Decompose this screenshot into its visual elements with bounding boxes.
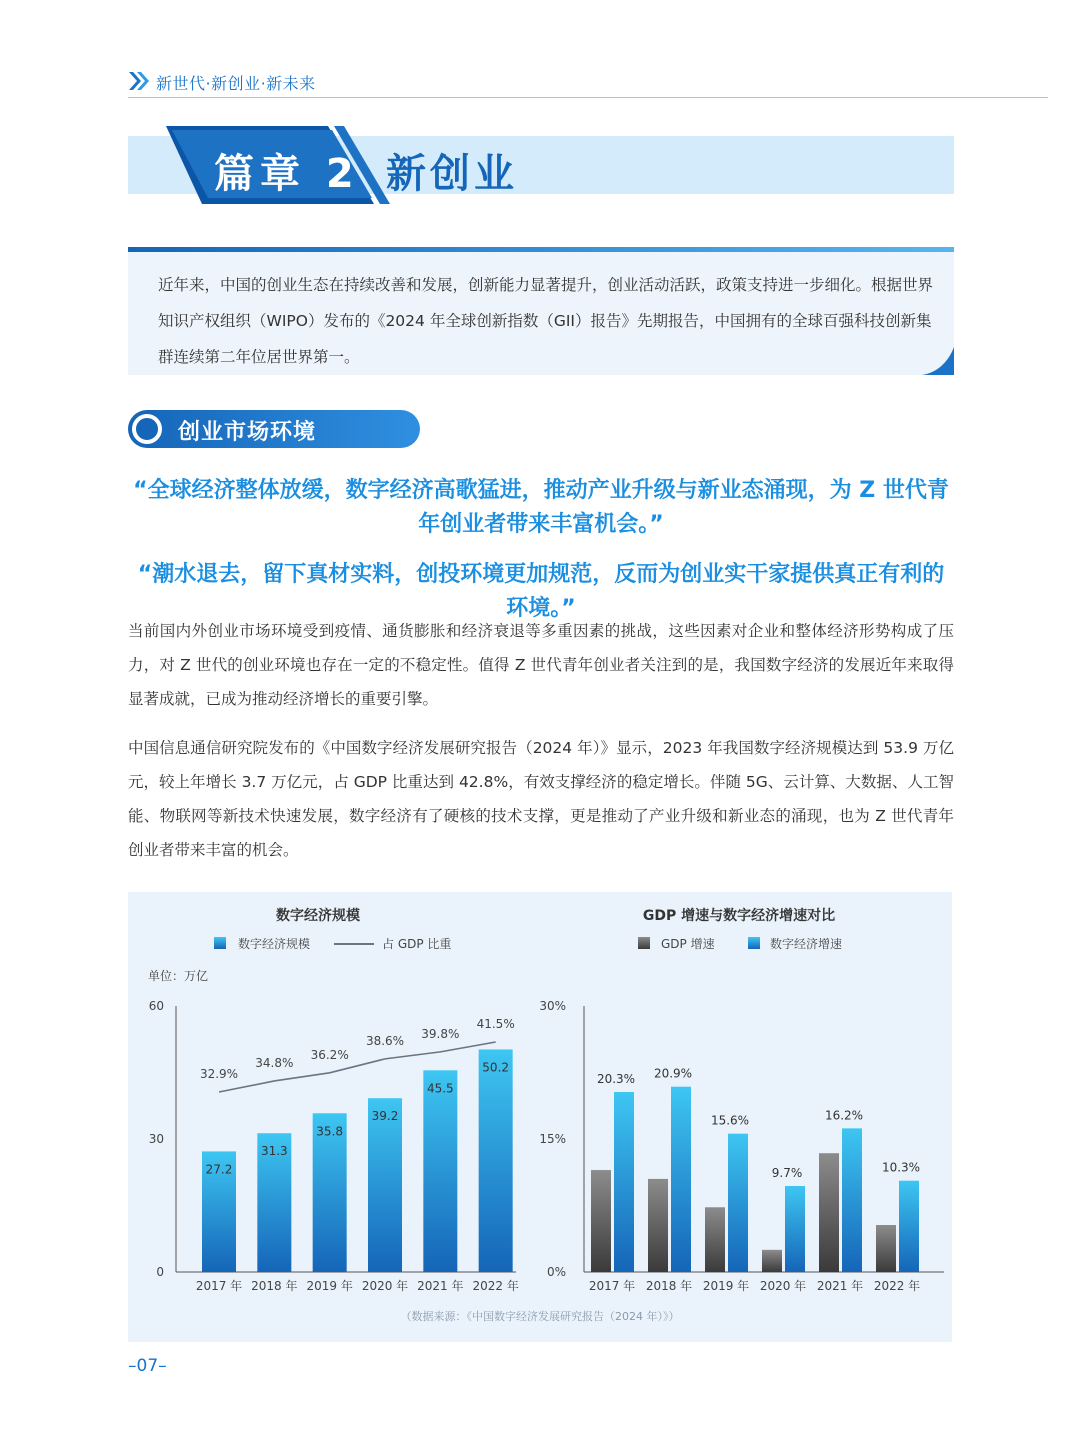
chart1-ytick: 60 — [148, 999, 164, 1013]
chart2-bar-label: 10.3% — [881, 1160, 921, 1175]
chart1-line-label: 38.6% — [365, 1033, 405, 1048]
paragraph-1: 当前国内外创业市场环境受到疫情、通货膨胀和经济衰退等多重因素的挑战，这些因素对企业和整体经济形势构成了压力，对 Z 世代的创业环境也存在一定的不稳定性。值得 Z 世代青年创业者关注到的是，我国数字经济的发展近年来取得显著成就，已成为推动经济增长的重要引擎。 — [128, 622, 954, 708]
chart2-bar-digital — [785, 1186, 805, 1272]
chart1-ytick: 30 — [148, 1132, 164, 1146]
chart1-line-label: 34.8% — [255, 1055, 294, 1070]
chart1-line-label: 41.5% — [476, 1017, 515, 1031]
chart1-bar-label: 39.2 — [371, 1109, 399, 1124]
chart1-bar-label: 35.8 — [316, 1124, 344, 1139]
chart1-bar — [368, 1098, 402, 1272]
chart2-bar-digital — [842, 1128, 862, 1272]
chart2-bar-gdp — [591, 1170, 611, 1272]
chart2-xtick: 2022 年 — [873, 1279, 921, 1293]
paragraph-2: 中国信息通信研究院发布的《中国数字经济发展研究报告（2024 年）》显示，2023 年我国数字经济规模达到 53.9 万亿元，较上年增长 3.7 万亿元，占 GDP 比重达到 42.8%，有效支撑经济的稳定增长。伴随 5G、云计算、大数据、人工智能、物联网等新技术快速发展，数字经济有了硬核的技术支撑，更是推动了产业升级和新业态的涌现，也为 Z 世代青年创业者带来丰富的机会。 — [128, 739, 954, 859]
chart2-bar-label: 16.2% — [824, 1108, 864, 1123]
source-note: （数据来源：《中国数字经济发展研究报告（2024 年）》） — [400, 1310, 680, 1323]
chart1-line-label: 32.9% — [199, 1067, 239, 1081]
chart2-xtick: 2019 年 — [702, 1279, 750, 1293]
chart1-unit-label: 单位：万亿 — [148, 969, 209, 983]
chart2-bar-gdp — [819, 1153, 839, 1272]
chart2-legend-swatch-gdp — [638, 937, 650, 949]
chart2-ytick: 15% — [539, 1132, 566, 1146]
chart1-line-label: 36.2% — [310, 1047, 349, 1062]
section-title: 创业市场环境 — [178, 420, 317, 445]
header-divider — [128, 97, 1048, 98]
chapter-label: 篇章 2 — [214, 151, 360, 197]
chart2-bar-digital — [899, 1181, 919, 1272]
section-ring-icon — [132, 414, 162, 444]
chart2-legend-digital: 数字经济增速 — [770, 937, 843, 951]
running-header — [128, 68, 1048, 96]
chart2-ytick: 0% — [546, 1265, 566, 1279]
intro-text: 近年来，中国的创业生态在持续改善和发展，创新能力显著提升，创业活动活跃，政策支持进一步细化。根据世界知识产权组织（WIPO）发布的《2024 年全球创新指数（GII）报告》先期报告，中国拥有的全球百强科技创新集群连续第二年位居世界第一。 — [158, 276, 934, 366]
chart2-bar-label: 20.9% — [653, 1066, 693, 1081]
chart2-bar-label: 15.6% — [710, 1113, 750, 1128]
chart1-legend-swatch-bars — [214, 937, 226, 949]
chart2-title: GDP 增速与数字经济增速对比 — [642, 908, 836, 924]
chart2-bar-gdp — [762, 1250, 782, 1272]
chart1-bar-label: 45.5 — [426, 1081, 454, 1096]
charts-svg — [128, 892, 952, 1342]
chart1-line-label: 39.8% — [421, 1026, 460, 1041]
chart2-xtick: 2021 年 — [816, 1279, 864, 1293]
chart2-bar-label: 20.3% — [596, 1072, 636, 1087]
chart1-bar — [479, 1049, 513, 1272]
chart-panel — [128, 892, 952, 1342]
chart2-xtick: 2018 年 — [645, 1279, 693, 1293]
chart1-legend-line: 占 GDP 比重 — [382, 937, 452, 951]
chapter-title: 新创业 — [386, 151, 518, 197]
chart2-legend-swatch-digital — [748, 937, 760, 949]
chart2-bar-label: 9.7% — [771, 1165, 803, 1180]
chart2-bar-digital — [671, 1087, 691, 1272]
chapter-banner — [128, 120, 954, 210]
chart1-xtick: 2022 年 — [472, 1279, 519, 1293]
page-number: –07– — [128, 1356, 167, 1376]
quote-1: “全球经济整体放缓，数字经济高歌猛进，推动产业升级与新业态涌现，为 Z 世代青年创业者带来丰富机会。” — [133, 478, 949, 537]
intro-box — [128, 247, 954, 375]
section-heading — [128, 410, 420, 448]
chart2-bar-gdp — [876, 1225, 896, 1272]
chart1-xtick: 2017 年 — [195, 1279, 243, 1293]
quote-2: “潮水退去，留下真材实料，创投环境更加规范，反而为创业实干家提供真正有利的环境。” — [137, 562, 945, 621]
header-title: 新世代·新创业·新未来 — [156, 74, 316, 93]
chart1-bar-label: 27.2 — [205, 1162, 233, 1177]
chart2-bar-digital — [728, 1134, 748, 1272]
chart2-legend-gdp: GDP 增速 — [661, 937, 715, 951]
chart2-bar-gdp — [648, 1179, 668, 1272]
corner-swoosh-icon — [922, 347, 954, 375]
intro-top-bar — [128, 247, 954, 252]
double-chevron-icon — [128, 70, 150, 92]
chart1-ytick: 0 — [156, 1265, 164, 1279]
chart1-title: 数字经济规模 — [276, 908, 360, 924]
chart2-ytick: 30% — [539, 999, 566, 1013]
chart2-bar-digital — [614, 1092, 634, 1272]
chart1-xtick: 2020 年 — [361, 1279, 409, 1293]
chart1-bar-label: 50.2 — [482, 1060, 510, 1075]
chart1-xtick: 2018 年 — [251, 1279, 298, 1293]
chart1-xtick: 2021 年 — [417, 1279, 464, 1293]
chart2-xtick: 2020 年 — [759, 1279, 807, 1293]
chart1-bar-label: 31.3 — [260, 1144, 288, 1159]
chart2-xtick: 2017 年 — [588, 1279, 636, 1293]
chart2-bar-gdp — [705, 1207, 725, 1272]
chart1-legend-bars: 数字经济规模 — [238, 937, 311, 951]
chart1-bar — [423, 1070, 457, 1272]
chart1-xtick: 2019 年 — [306, 1279, 353, 1293]
